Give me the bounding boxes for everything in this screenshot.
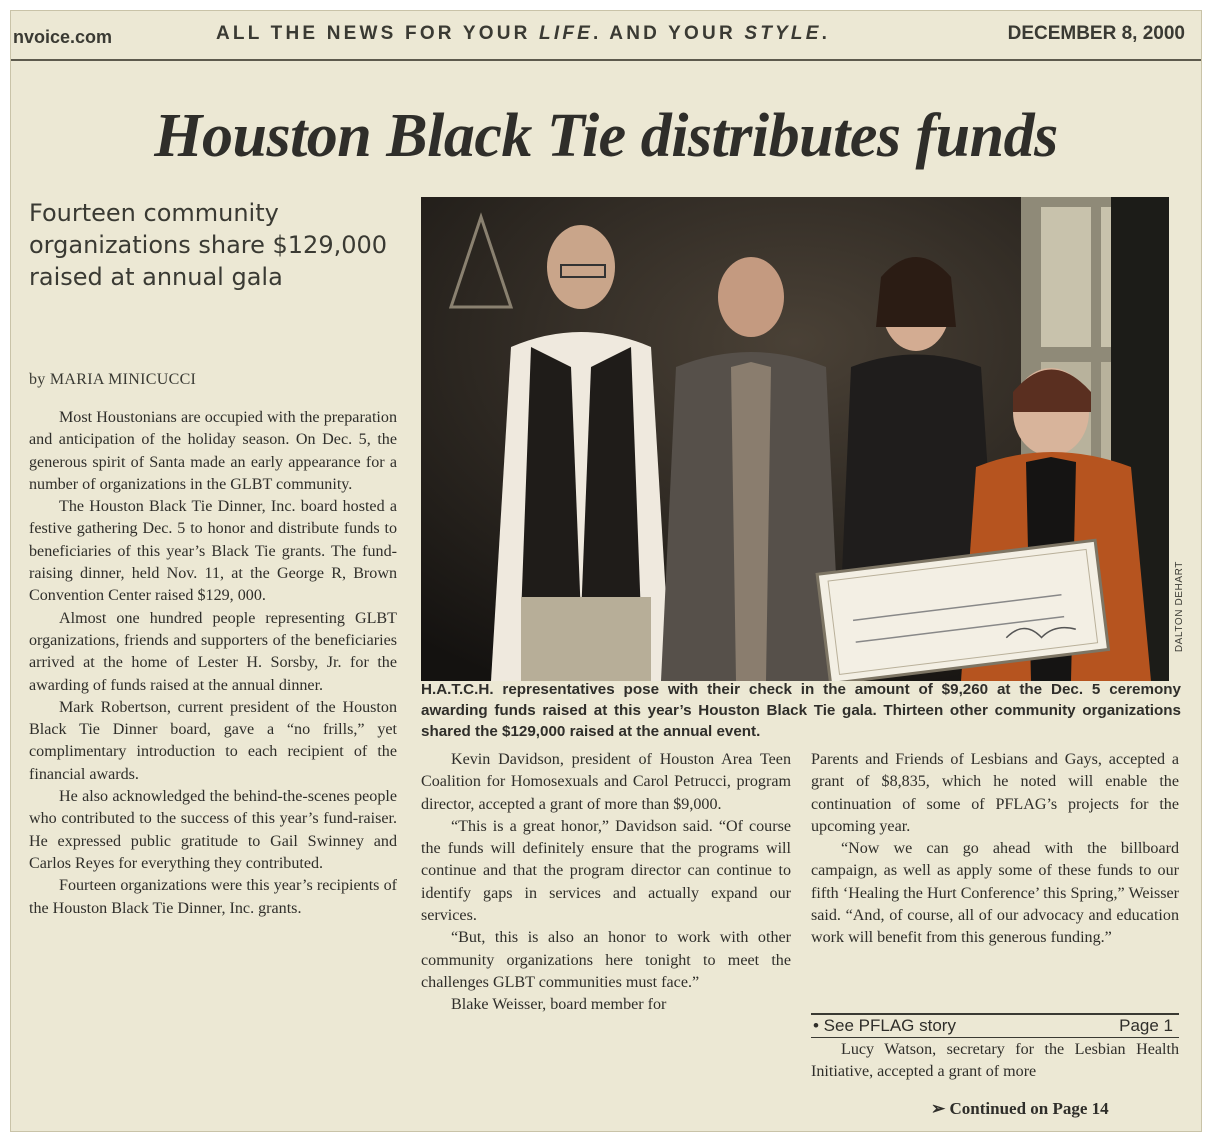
paragraph: “Now we can go ahead with the billboard campaign, as well as apply some of these funds to our fifth ‘Healing the Hurt Conference’ this Spring,” Weisser said. “And, of course, all of our advocacy and education work will benefit from this generous funding.”	[811, 840, 1179, 947]
article-column-3-continued	[811, 1039, 1179, 1084]
tagline-part-2: . AND YOUR	[593, 23, 745, 44]
tagline-life: LIFE	[539, 23, 594, 44]
paragraph: “But, this is also an honor to work with other community organizations here tonight to meet the challenges GLBT communities must face.”	[421, 929, 791, 991]
paragraph: Fourteen organizations were this year’s recipients of the Houston Black Tie Dinner, Inc. grants.	[29, 877, 397, 917]
photo-caption: H.A.T.C.H. representatives pose with their check in the amount of $9,260 at the Dec. 5 ceremony awarding funds raised at this year’s Houston Black Tie gala. Thirteen other community organizations shared the $129,000 raised at the annual event.	[421, 681, 1181, 740]
paragraph: Blake Weisser, board member for	[451, 996, 667, 1014]
article-column-2	[421, 749, 791, 1017]
photo-illustration	[421, 197, 1169, 681]
newspaper-page	[10, 10, 1202, 1132]
issue-date: DECEMBER 8, 2000	[1007, 23, 1185, 44]
paragraph: Parents and Friends of Lesbians and Gays, accepted a grant of $8,835, which he noted will enable the continuation of some of PFLAG’s projects for the upcoming year.	[811, 751, 1179, 835]
see-also-page: Page 1	[1119, 1016, 1173, 1035]
paragraph: The Houston Black Tie Dinner, Inc. board hosted a festive gathering Dec. 5 to honor and distribute funds to beneficiaries of this year’s Black Tie grants. The fund-raising dinner, held Nov. 11, at the George R, Brown Convention Center raised $129, 000.	[29, 498, 397, 605]
paragraph: Most Houstonians are occupied with the preparation and anticipation of the holiday season. On Dec. 5, the generous spirit of Santa made an early appearance for a number of organizations in the GLBT community.	[29, 409, 397, 493]
tagline-style: STYLE	[744, 23, 822, 44]
tagline-part-3: .	[821, 23, 831, 44]
byline: by MARIA MINICUCCI	[29, 371, 197, 388]
paragraph: Kevin Davidson, president of Houston Area Teen Coalition for Homosexuals and Carol Petrucci, program director, accepted a grant of more than $9,000.	[421, 751, 791, 813]
paragraph: “This is a great honor,” Davidson said. “Of course the funds will definitely ensure that the programs will continue and that the program director can continue to identify gaps in services and actually expand our services.	[421, 817, 791, 925]
article-column-1	[29, 407, 397, 920]
tagline-part-1: ALL THE NEWS FOR YOUR	[216, 23, 540, 44]
see-also-label: • See PFLAG story	[813, 1016, 956, 1035]
site-url: nvoice.com	[13, 27, 113, 47]
paragraph: Almost one hundred people representing GLBT organizations, friends and supporters of the beneficiaries arrived at the home of Lester H. Sorsby, Jr. for the awarding of funds raised at the annual dinner.	[29, 609, 397, 694]
subheadline: Fourteen community organizations share $129,000 raised at annual gala	[29, 199, 388, 291]
headline: Houston Black Tie distributes funds	[154, 102, 1058, 170]
news-photo	[421, 197, 1169, 681]
photo-credit: DALTON DEHART	[1174, 561, 1185, 653]
paragraph: Lucy Watson, secretary for the Lesbian Health Initiative, accepted a grant of more	[811, 1041, 1179, 1081]
paragraph: Mark Robertson, current president of the Houston Black Tie Dinner board, gave a “no frills,” yet complimentary introduction to each recipient of the financial awards.	[29, 698, 397, 783]
continued-note: ➢ Continued on Page 14	[931, 1099, 1109, 1118]
paragraph: He also acknowledged the behind-the-scenes people who contributed to the success of this year’s fund-raiser. He expressed public gratitude to Gail Swinney and Carlos Reyes for everything they contributed.	[29, 788, 397, 872]
page-header	[11, 11, 1201, 61]
see-also-box	[811, 1013, 1179, 1038]
article-column-3	[811, 749, 1179, 950]
header-tagline	[216, 23, 830, 45]
